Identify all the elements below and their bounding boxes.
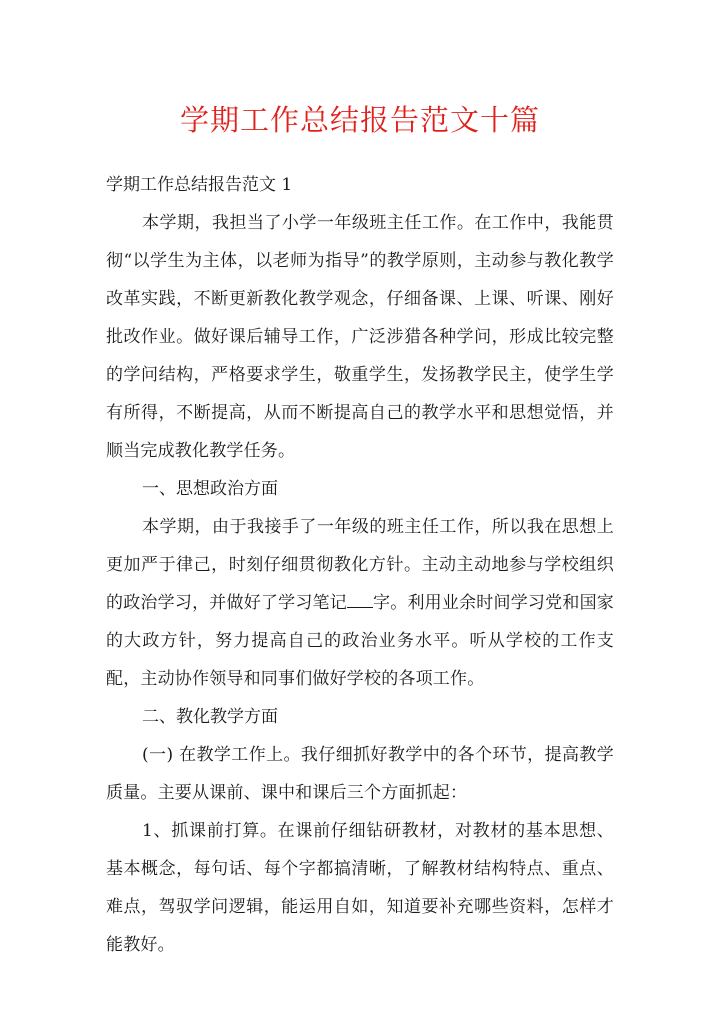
heading-teaching: 二、教化教学方面 <box>142 707 278 727</box>
paragraph-intro: 本学期，我担当了小学一年级班主任工作。在工作中，我能贯彻“以学生为主体，以老师为指导”的教学原则，主动参与教化教学改革实践，不断更新教化教学观念，仔细备课、上课、听课、刚好批改作业。做好课后辅导工作，广泛涉猎各种学问，形成比较完整的学问结构，严格要求学生，敬重学生，发扬教学民主，使学生学有所得，不断提高，从而不断提高自己的教学水平和思想觉悟，并顺当完成教化教学任务。 <box>106 213 614 461</box>
document-body <box>106 166 614 964</box>
fill-in-blank <box>347 607 373 608</box>
paragraph-teaching-work: (一) 在教学工作上。我仔细抓好教学中的各个环节，提高教学质量。主要从课前、课中和课后三个方面抓起： <box>106 745 614 803</box>
paragraph-ideology-part2: 字。利用业余时间学习党和国家的大政方针，努力提高自己的政治业务水平。听从学校的工作支配，主动协作领导和同事们做好学校的各项工作。 <box>106 593 614 689</box>
paragraph-ideology-part1: 本学期，由于我接手了一年级的班主任工作，所以我在思想上更加严于律己，时刻仔细贯彻教化方针。主动主动地参与学校组织的政治学习，并做好了学习笔记 <box>106 517 614 613</box>
paragraph-ideology <box>106 508 614 698</box>
heading-ideology: 一、思想政治方面 <box>142 479 278 499</box>
document-title: 学期工作总结报告范文十篇 <box>179 103 540 137</box>
paragraph-lesson-prep: 1、抓课前打算。在课前仔细钻研教材，对教材的基本思想、基本概念，每句话、每个字都搞清晰，了解教材结构特点、重点、难点，驾驭学问逻辑，能运用自如，知道要补充哪些资料，怎样才能教好。 <box>106 821 614 955</box>
section-subtitle: 学期工作总结报告范文 1 <box>106 175 293 195</box>
